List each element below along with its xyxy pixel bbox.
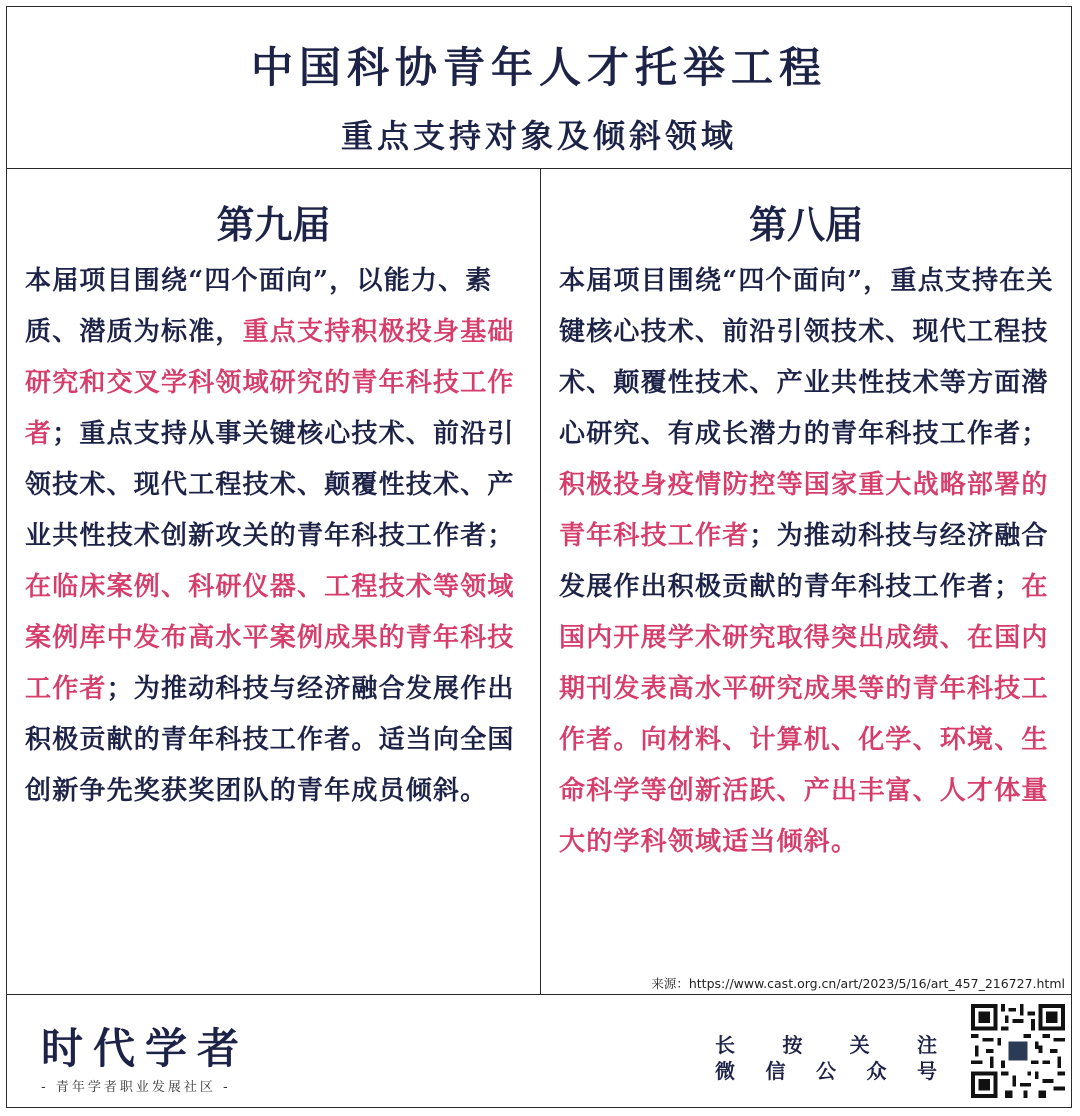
footer bbox=[7, 994, 1071, 1109]
prompt-char: 长 bbox=[715, 1033, 735, 1057]
follow-prompt bbox=[715, 1032, 937, 1084]
text-segment: 本届项目围绕“四个面向”，重点支持在关键核心技术、前沿引领技术、现代工程技术、颠覆性技术、产业共性技术等方面潜心研究、有成长潜力的青年科技工作者； bbox=[559, 266, 1054, 449]
prompt-char: 众 bbox=[866, 1059, 887, 1083]
column-eighth-heading: 第八届 bbox=[748, 202, 863, 247]
column-eighth bbox=[541, 168, 1071, 994]
prompt-char: 信 bbox=[765, 1059, 786, 1083]
poster-frame bbox=[6, 6, 1072, 1108]
prompt-char: 微 bbox=[715, 1059, 735, 1083]
text-segment: ；为推动科技与经济融合发展作出积极贡献的青年科技工作者。适当向全国创新争先奖获奖团队的青年成员倾斜。 bbox=[25, 674, 515, 806]
column-ninth bbox=[7, 168, 541, 994]
highlight-segment: 在国内开展学术研究取得突出成绩、在国内期刊发表高水平研究成果等的青年科技工作者。向材料、计算机、化学、环境、生命科学等创新活跃、产出丰富、人才体量大的学科领域适当倾斜。 bbox=[559, 572, 1049, 857]
prompt-char: 号 bbox=[917, 1059, 937, 1083]
text-segment: ；重点支持从事关键核心技术、前沿引领技术、现代工程技术、颠覆性技术、产业共性技术创新攻关的青年科技工作者； bbox=[25, 419, 515, 551]
brand-logo-text: 时代学者 bbox=[41, 1024, 250, 1073]
source-link[interactable]: 来源：https://www.cast.org.cn/art/2023/5/16/art_457_216727.html bbox=[651, 976, 1065, 991]
page-title: 中国科协青年人才托举工程 bbox=[250, 43, 827, 92]
brand-tagline: - 青年学者职业发展社区 - bbox=[41, 1080, 231, 1095]
highlight-segment: 在临床案例、科研仪器、工程技术等领域案例库中发布高水平案例成果的青年科技工作者 bbox=[25, 572, 515, 704]
prompt-char: 关 bbox=[849, 1033, 870, 1057]
text-segment: ；为推动科技与经济融合发展作出积极贡献的青年科技工作者； bbox=[559, 521, 1049, 602]
prompt-char: 按 bbox=[782, 1033, 803, 1057]
highlight-segment: 积极投身疫情防控等国家重大战略部署的青年科技工作者 bbox=[559, 470, 1049, 551]
column-eighth-body bbox=[559, 256, 1057, 868]
follow-prompt-line2 bbox=[715, 1058, 937, 1084]
column-ninth-body bbox=[25, 256, 526, 817]
comparison-columns bbox=[7, 168, 1071, 995]
text-segment: 本届项目围绕“四个面向”，以能力、素质、潜质为标准， bbox=[25, 266, 493, 347]
follow-prompt-line1 bbox=[715, 1032, 937, 1058]
prompt-char: 注 bbox=[916, 1033, 937, 1057]
highlight-segment: 重点支持积极投身基础研究和交叉学科领域研究的青年科技工作者 bbox=[25, 317, 515, 449]
page-subtitle: 重点支持对象及倾斜领域 bbox=[340, 117, 737, 155]
prompt-char: 公 bbox=[816, 1059, 836, 1083]
column-ninth-heading: 第九届 bbox=[216, 202, 331, 247]
header bbox=[7, 7, 1071, 169]
qr-code-icon[interactable] bbox=[971, 1004, 1065, 1098]
